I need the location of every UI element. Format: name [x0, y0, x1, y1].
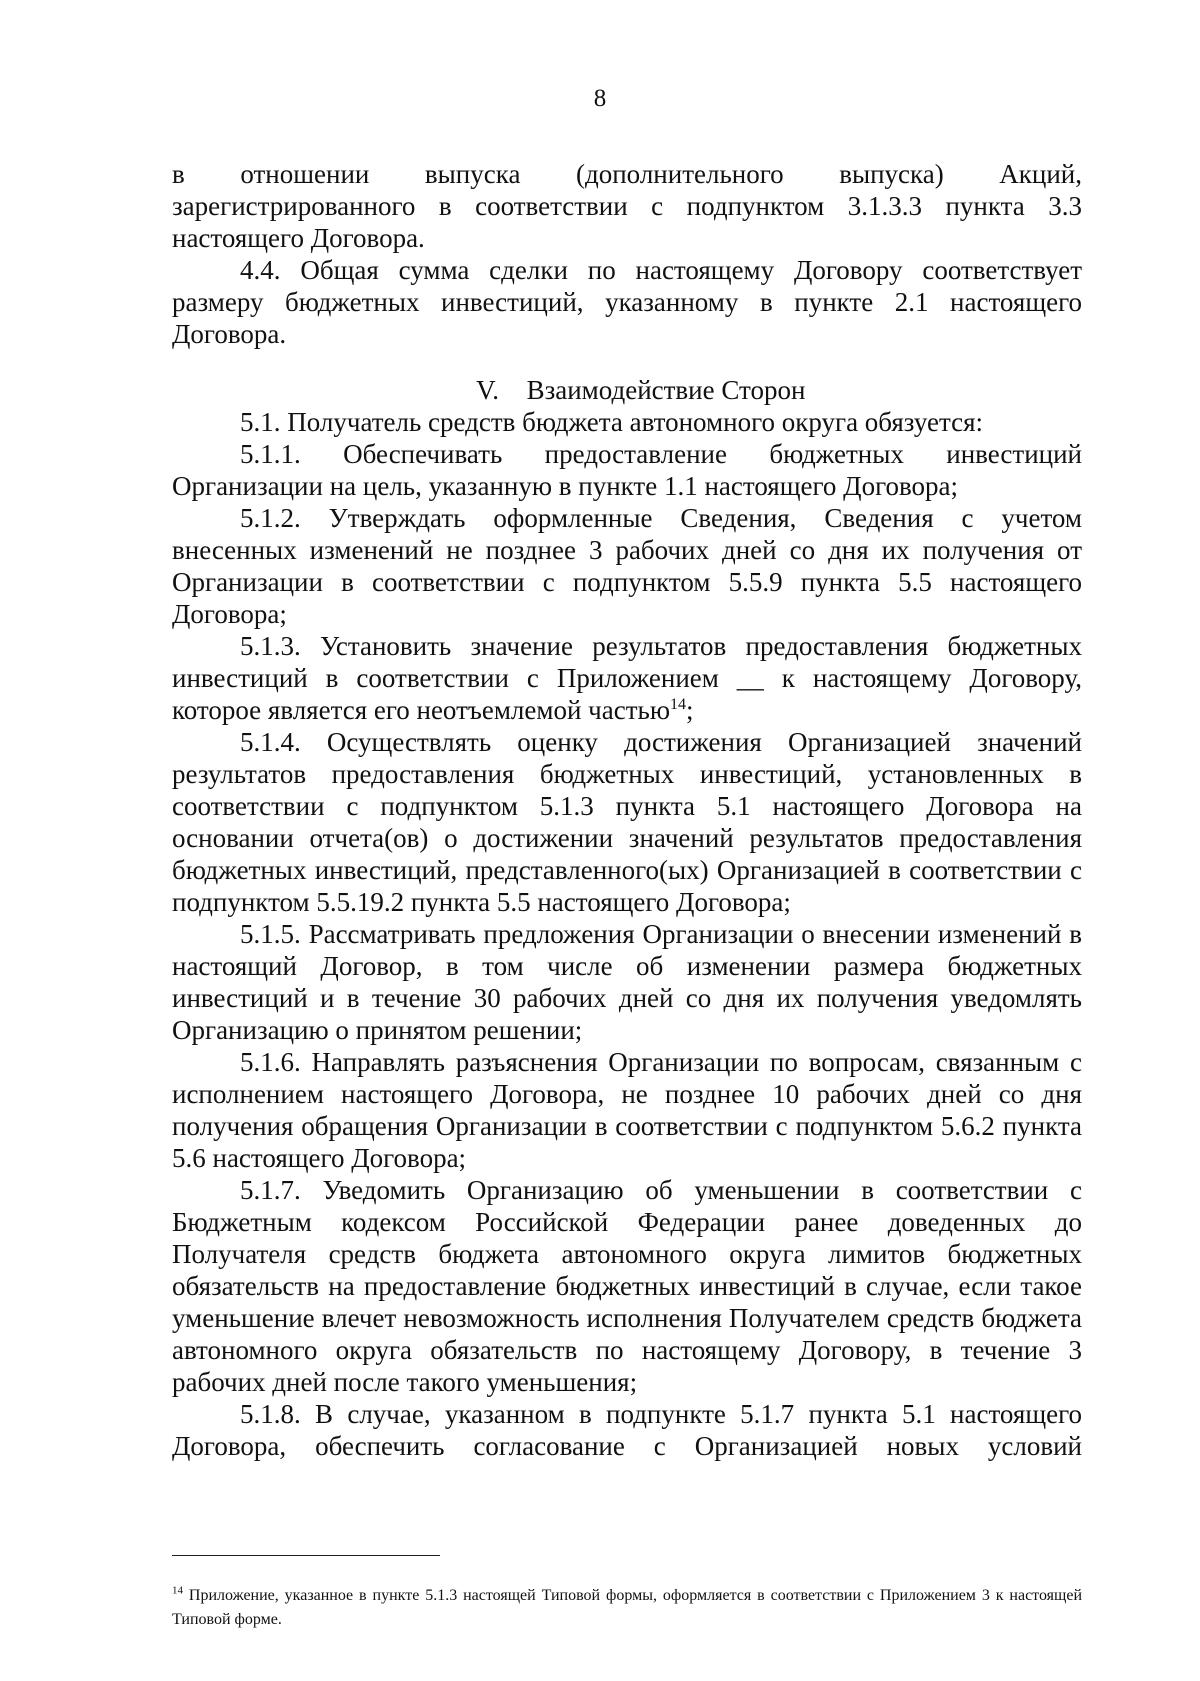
paragraph-continuation: в отношении выпуска (дополнительного выпуска) Акций, зарегистрированного в соответствии с подпунктом 3.1.3.3 пункта 3.3 настоящего Договора.	[172, 159, 1082, 253]
footnote-reference: 14	[669, 696, 686, 713]
paragraph-5-1-7: 5.1.7. Уведомить Организацию об уменьшении в соответствии с Бюджетным кодексом Российской Федерации ранее доведенных до Получателя средств бюджета автономного округа лимитов бюджетных обязательств на предоставление бюджетных инвестиций в случае, если такое уменьшение влечет невозможность исполнения Получателем средств бюджета автономного округа обязательств по настоящему Договору, в течение 3 рабочих дней после такого уменьшения;	[172, 1175, 1082, 1397]
section-number: V.	[476, 375, 499, 405]
paragraph-5-1-2: 5.1.2. Утверждать оформленные Сведения, Сведения с учетом внесенных изменений не позднее 3 рабочих дней со дня их получения от Организации в соответствии с подпунктом 5.5.9 пункта 5.5 настоящего Договора;	[172, 503, 1082, 629]
paragraph-5-1-3-end: ;	[685, 695, 694, 725]
paragraph-5-1: 5.1. Получатель средств бюджета автономного округа обязуется:	[240, 407, 984, 437]
paragraph-5-1-4: 5.1.4. Осуществлять оценку достижения Организацией значений результатов предоставления бюджетных инвестиций, установленных в соответствии с подпунктом 5.1.3 пункта 5.1 настоящего Договора на основании отчета(ов) о достижении значений результатов предоставления бюджетных инвестиций, представленного(ых) Организацией в соответствии с подпунктом 5.5.19.2 пункта 5.5 настоящего Договора;	[172, 727, 1082, 917]
section-title: Взаимодействие Сторон	[526, 375, 806, 405]
paragraph-5-1-5: 5.1.5. Рассматривать предложения Организации о внесении изменений в настоящий Договор, в том числе об изменении размера бюджетных инвестиций и в течение 30 рабочих дней со дня их получения уведомлять Организацию о принятом решении;	[172, 919, 1082, 1045]
footnote-separator	[172, 1555, 440, 1556]
paragraph-5-1-3	[172, 630, 1082, 726]
page-number: 8	[593, 85, 607, 112]
footnote-marker: 14	[172, 1584, 183, 1597]
paragraph-5-1-8: 5.1.8. В случае, указанном в подпункте 5.1.7 пункта 5.1 настоящего Договора, обеспечить согласование с Организацией новых условий	[172, 1399, 1082, 1461]
paragraph-5-1-6: 5.1.6. Направлять разъяснения Организации по вопросам, связанным с исполнением настоящего Договора, не позднее 10 рабочих дней со дня получения обращения Организации в соответствии с подпунктом 5.6.2 пункта 5.6 настоящего Договора;	[172, 1047, 1082, 1173]
section-heading	[172, 374, 1082, 406]
paragraph-5-1-3-text: 5.1.3. Установить значение результатов предоставления бюджетных инвестиций в соответствии с Приложением __ к настоящему Договору, которое является его неотъемлемой частью	[172, 631, 1082, 725]
document-body	[172, 158, 1082, 1462]
footnote	[172, 1584, 1082, 1632]
footnote-text: Приложение, указанное в пункте 5.1.3 настоящей Типовой формы, оформляется в соответствии с Приложением 3 к настоящей Типовой форме.	[172, 1587, 1082, 1628]
paragraph-5-1-1: 5.1.1. Обеспечивать предоставление бюджетных инвестиций Организации на цель, указанную в пункте 1.1 настоящего Договора;	[172, 439, 1082, 501]
paragraph-4-4: 4.4. Общая сумма сделки по настоящему Договору соответствует размеру бюджетных инвестиций, указанному в пункте 2.1 настоящего Договора.	[172, 255, 1082, 349]
